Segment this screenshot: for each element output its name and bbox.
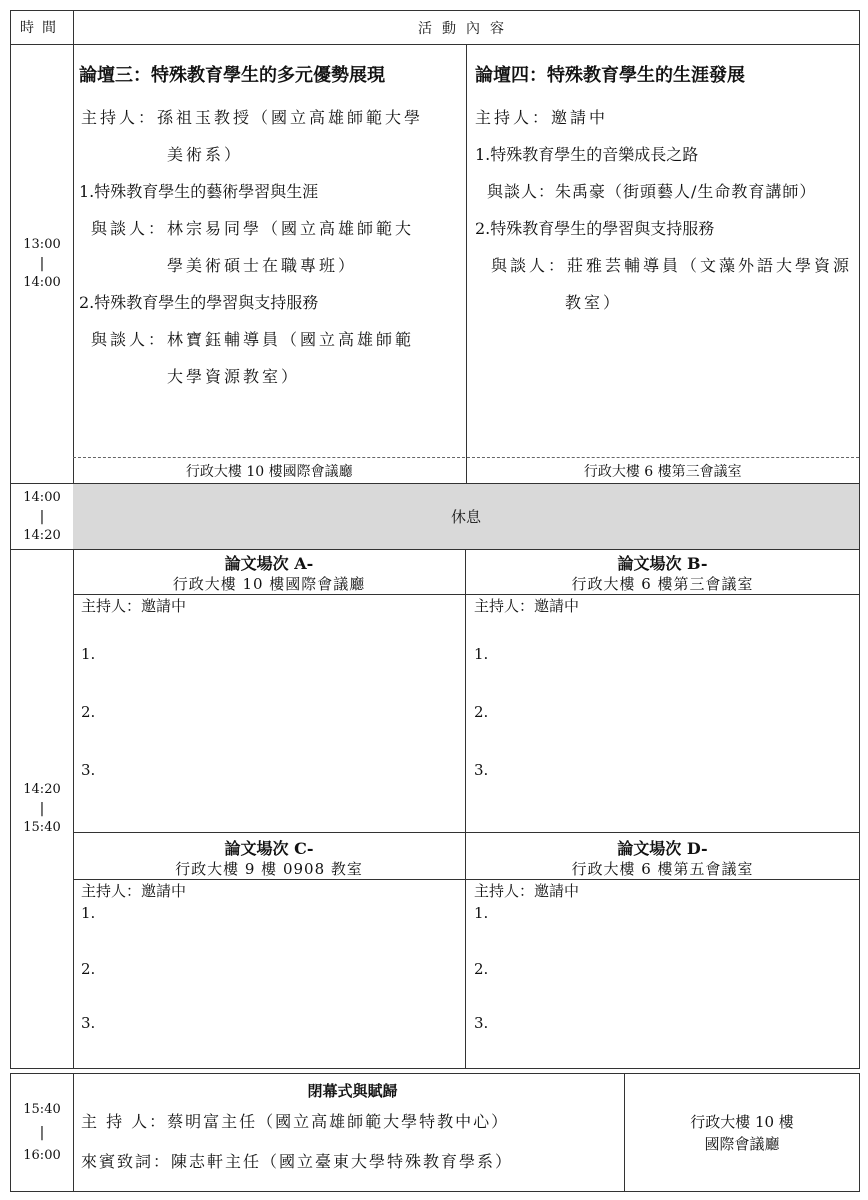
session-a-item-1: 1. xyxy=(81,645,96,663)
forum-three-host: 主持人：孫祖玉教授（國立高雄師範大學 xyxy=(81,108,424,127)
session-b-header xyxy=(466,550,859,595)
session-c-item-3: 3. xyxy=(81,1014,96,1032)
forum-four-item-1: 1.特殊教育學生的音樂成長之路 xyxy=(475,145,699,164)
session-c-venue: 行政大樓 9 樓 0908 教室 xyxy=(175,860,363,878)
session-a-item-3: 3. xyxy=(81,761,96,779)
session-b-title: 論文場次 B- xyxy=(617,554,708,573)
closing-title: 閉幕式與賦歸 xyxy=(307,1082,398,1100)
time-start: 13:00 xyxy=(23,237,61,252)
forum-four-item-2-speaker: 與談人：莊雅芸輔導員（文藻外語大學資源 xyxy=(491,256,853,275)
session-a-host: 主持人：邀請中 xyxy=(81,597,187,615)
paper-time-separator: | xyxy=(39,801,45,817)
session-a-item-2: 2. xyxy=(81,703,96,721)
forum-venues xyxy=(73,457,859,483)
forum-three-item-1: 1.特殊教育學生的藝術學習與生涯 xyxy=(79,182,319,201)
closing-time-start: 15:40 xyxy=(23,1101,61,1117)
break-row xyxy=(10,483,860,550)
session-d-host: 主持人：邀請中 xyxy=(474,882,580,900)
closing-time-cell xyxy=(11,1074,74,1191)
forum-three-title: 論壇三：特殊教育學生的多元優勢展現 xyxy=(79,65,385,86)
session-b xyxy=(466,550,859,833)
closing-venue-line-1: 行政大樓 10 樓 xyxy=(690,1112,794,1131)
forum-four-venue: 行政大樓 6 樓第三會議室 xyxy=(583,463,742,480)
break-label: 休息 xyxy=(450,508,481,526)
session-b-venue: 行政大樓 6 樓第三會議室 xyxy=(571,575,754,593)
forum-three-item-1-speaker-cont: 學美術碩士在職專班） xyxy=(167,256,358,275)
session-a-title: 論文場次 A- xyxy=(224,554,314,573)
forum-four-title: 論壇四：特殊教育學生的生涯發展 xyxy=(475,65,745,86)
session-d xyxy=(466,833,859,1068)
closing-host: 主 持 人：蔡明富主任（國立高雄師範大學特教中心） xyxy=(81,1112,510,1131)
paper-sessions-row xyxy=(10,549,860,1069)
closing-time-separator: | xyxy=(39,1124,45,1141)
forum-four-item-1-speaker: 與談人：朱禹豪（街頭藝人/生命教育講師） xyxy=(487,182,817,201)
session-d-title: 論文場次 D- xyxy=(617,839,708,858)
paper-sessions xyxy=(73,550,859,1068)
header-row xyxy=(10,10,860,45)
forum-three-panel xyxy=(73,45,467,483)
paper-time-cell xyxy=(11,550,74,1068)
session-c-header xyxy=(73,833,465,880)
content-header: 活動內容 xyxy=(418,20,514,37)
break-time-end: 14:20 xyxy=(23,527,61,543)
session-a xyxy=(73,550,466,833)
time-header: 時間 xyxy=(11,11,74,44)
session-d-item-1: 1. xyxy=(474,904,489,922)
closing-time-end: 16:00 xyxy=(23,1147,61,1163)
session-a-venue: 行政大樓 10 樓國際會議廳 xyxy=(172,575,366,593)
time-separator: | xyxy=(39,256,45,272)
session-d-item-2: 2. xyxy=(474,960,489,978)
session-b-item-2: 2. xyxy=(474,703,489,721)
session-b-host: 主持人：邀請中 xyxy=(474,597,580,615)
session-d-item-3: 3. xyxy=(474,1014,489,1032)
closing-venue xyxy=(625,1074,859,1191)
forum-three-host-cont: 美術系） xyxy=(167,145,244,164)
session-c-item-1: 1. xyxy=(81,904,96,922)
time-end: 14:00 xyxy=(23,275,61,290)
forum-four-item-2-speaker-cont: 教室） xyxy=(565,293,623,312)
break-time-cell xyxy=(11,484,74,549)
closing-venue-line-2: 國際會議廳 xyxy=(704,1134,780,1153)
session-a-header xyxy=(73,550,465,595)
forum-four-host: 主持人：邀請中 xyxy=(475,108,609,127)
session-c xyxy=(73,833,466,1068)
break-cell xyxy=(73,484,859,549)
paper-time-start: 14:20 xyxy=(23,782,61,797)
closing-details xyxy=(73,1074,625,1191)
break-time-separator: | xyxy=(39,508,45,525)
forum-four-panel xyxy=(467,45,859,483)
forum-row xyxy=(10,44,860,484)
paper-time-end: 15:40 xyxy=(23,820,61,835)
session-c-title: 論文場次 C- xyxy=(224,839,314,858)
forum-three-item-2: 2.特殊教育學生的學習與支持服務 xyxy=(79,293,319,312)
session-c-item-2: 2. xyxy=(81,960,96,978)
session-b-item-3: 3. xyxy=(474,761,489,779)
closing-guest: 來賓致詞：陳志軒主任（國立臺東大學特殊教育學系） xyxy=(81,1152,514,1171)
forum-three-item-2-speaker-cont: 大學資源教室） xyxy=(167,367,301,386)
schedule-table xyxy=(10,10,860,1192)
session-b-item-1: 1. xyxy=(474,645,489,663)
forum-three-item-1-speaker: 與談人：林宗易同學（國立高雄師範大 xyxy=(91,219,415,238)
closing-content xyxy=(73,1074,859,1191)
session-d-venue: 行政大樓 6 樓第五會議室 xyxy=(571,860,754,878)
session-c-host: 主持人：邀請中 xyxy=(81,882,187,900)
session-d-header xyxy=(466,833,859,880)
time-cell xyxy=(11,45,74,483)
forum-three-item-2-speaker: 與談人：林寶鈺輔導員（國立高雄師範 xyxy=(91,330,415,349)
forum-content xyxy=(73,45,859,483)
forum-four-item-2: 2.特殊教育學生的學習與支持服務 xyxy=(475,219,715,238)
break-time-start: 14:00 xyxy=(23,489,61,505)
forum-three-venue: 行政大樓 10 樓國際會議廳 xyxy=(73,458,467,483)
closing-row xyxy=(10,1073,860,1192)
